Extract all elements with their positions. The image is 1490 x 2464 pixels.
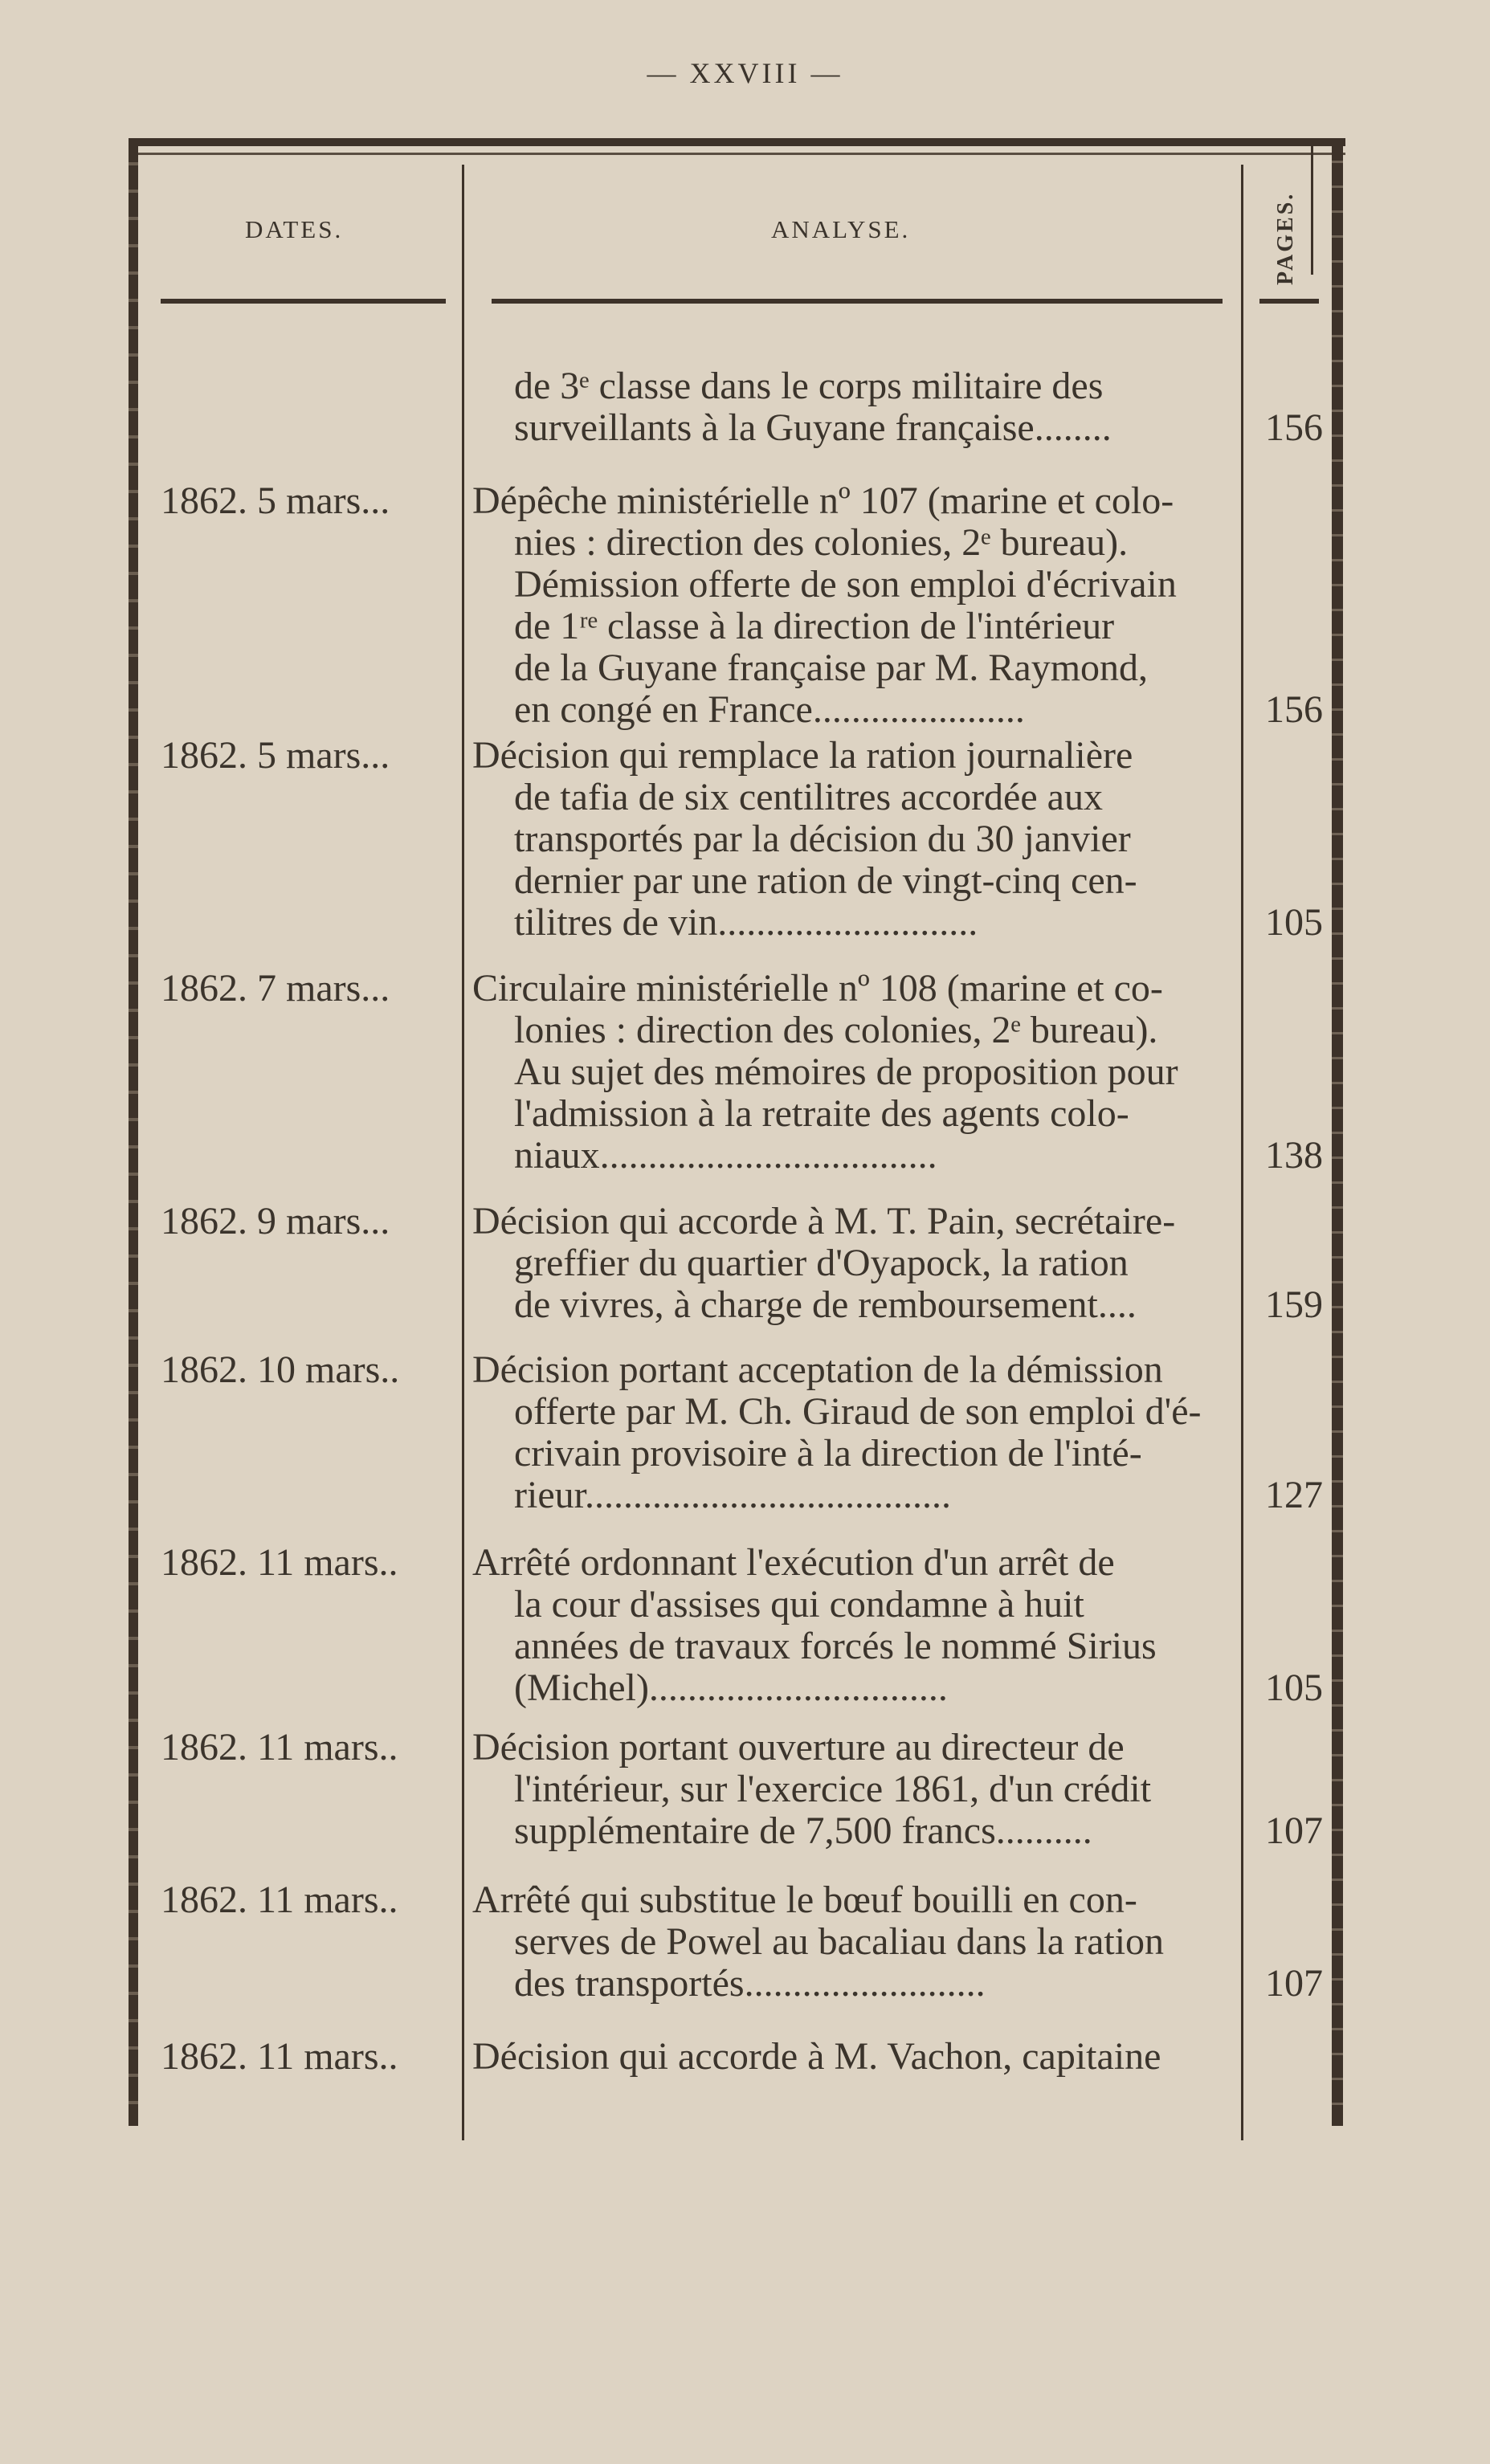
entry-analysis: [472, 1542, 1235, 1709]
analysis-line: des transportés.........................: [514, 1962, 986, 2005]
entry-analysis: [472, 735, 1235, 944]
entry-page-number: 159: [1265, 1283, 1323, 1326]
entry-analysis: [472, 1879, 1235, 2005]
entry-analysis: [472, 365, 1235, 449]
analysis-line: Arrêté qui substitue le bœuf bouilli en con-: [472, 1879, 1137, 1921]
entry-date: 1862. 11 mars..: [161, 1726, 398, 1768]
entry-analysis: [472, 968, 1235, 1177]
analysis-line: Décision portant acceptation de la démission: [472, 1348, 1163, 1391]
analysis-line: Décision qui remplace la ration journalière: [472, 734, 1133, 777]
analysis-line: greffier du quartier d'Oyapock, la ration: [514, 1242, 1129, 1284]
analysis-line: transportés par la décision du 30 janvier: [514, 818, 1131, 860]
analysis-line: l'admission à la retraite des agents colo-: [514, 1092, 1129, 1135]
analysis-line: de 3ᵉ classe dans le corps militaire des: [514, 365, 1104, 407]
analysis-line: (Michel)...............................: [514, 1666, 948, 1709]
analysis-line: nies : direction des colonies, 2ᵉ bureau).: [514, 521, 1129, 564]
analysis-line: surveillants à la Guyane française........: [514, 406, 1112, 449]
analysis-line: supplémentaire de 7,500 francs..........: [514, 1809, 1092, 1852]
entry-analysis: [472, 480, 1235, 731]
column-header-pages: PAGES.: [1273, 191, 1298, 285]
analysis-line: serves de Powel au bacaliau dans la ration: [514, 1920, 1165, 1963]
analysis-line: Au sujet des mémoires de proposition pour: [514, 1050, 1178, 1093]
analysis-line: niaux...................................: [514, 1134, 937, 1177]
entry-page-number: 127: [1265, 1474, 1323, 1516]
entry-page-number: 105: [1265, 901, 1323, 944]
analysis-line: de tafia de six centilitres accordée aux: [514, 776, 1103, 818]
analysis-line: Décision portant ouverture au directeur de: [472, 1726, 1125, 1768]
analysis-line: l'intérieur, sur l'exercice 1861, d'un crédit: [514, 1768, 1152, 1810]
analysis-line: la cour d'assises qui condamne à huit: [514, 1583, 1084, 1626]
analysis-line: de vivres, à charge de remboursement....: [514, 1283, 1137, 1326]
entry-date: 1862. 11 mars..: [161, 2035, 398, 2078]
analysis-line: Démission offerte de son emploi d'écrivain: [514, 563, 1177, 606]
entry-date: 1862. 9 mars...: [161, 1200, 390, 1242]
analysis-line: années de travaux forcés le nommé Sirius: [514, 1625, 1157, 1667]
column-header-dates: DATES.: [245, 215, 344, 243]
analysis-line: en congé en France......................: [514, 688, 1025, 731]
analysis-line: Décision qui accorde à M. T. Pain, secrétaire-: [472, 1200, 1176, 1242]
entry-date: 1862. 5 mars...: [161, 479, 390, 522]
entry-page-number: 107: [1265, 1962, 1323, 2005]
analysis-line: lonies : direction des colonies, 2ᵉ bureau).: [514, 1009, 1158, 1051]
analysis-line: Décision qui accorde à M. Vachon, capitaine: [472, 2035, 1161, 2078]
analysis-line: offerte par M. Ch. Giraud de son emploi d'é-: [514, 1390, 1202, 1433]
analysis-line: Dépêche ministérielle nº 107 (marine et colo-: [472, 479, 1174, 522]
entry-date: 1862. 11 mars..: [161, 1879, 398, 1921]
entry-page-number: 107: [1265, 1809, 1323, 1852]
entry-date: 1862. 5 mars...: [161, 734, 390, 777]
entry-page-number: 138: [1265, 1134, 1323, 1177]
entry-analysis: [472, 2036, 1235, 2078]
page-header: — XXVIII —: [647, 57, 843, 89]
entry-date: 1862. 7 mars...: [161, 967, 390, 1010]
analysis-line: crivain provisoire à la direction de l'inté-: [514, 1432, 1142, 1475]
analysis-line: dernier par une ration de vingt-cinq cen-: [514, 859, 1137, 902]
entry-page-number: 156: [1265, 406, 1323, 449]
analysis-line: rieur......................................: [514, 1474, 951, 1516]
analysis-line: Circulaire ministérielle nº 108 (marine et co-: [472, 967, 1163, 1010]
entry-analysis: [472, 1201, 1235, 1326]
analysis-line: de la Guyane française par M. Raymond,: [514, 647, 1149, 689]
entry-page-number: 105: [1265, 1666, 1323, 1709]
entry-analysis: [472, 1727, 1235, 1852]
entry-date: 1862. 10 mars..: [161, 1348, 400, 1391]
entry-analysis: [472, 1349, 1235, 1516]
analysis-line: Arrêté ordonnant l'exécution d'un arrêt de: [472, 1541, 1115, 1584]
column-header-analyse: ANALYSE.: [771, 215, 911, 243]
entry-page-number: 156: [1265, 688, 1323, 731]
entry-date: 1862. 11 mars..: [161, 1541, 398, 1584]
analysis-line: de 1ʳᵉ classe à la direction de l'intérieur: [514, 605, 1115, 647]
analysis-line: tilitres de vin...........................: [514, 901, 978, 944]
